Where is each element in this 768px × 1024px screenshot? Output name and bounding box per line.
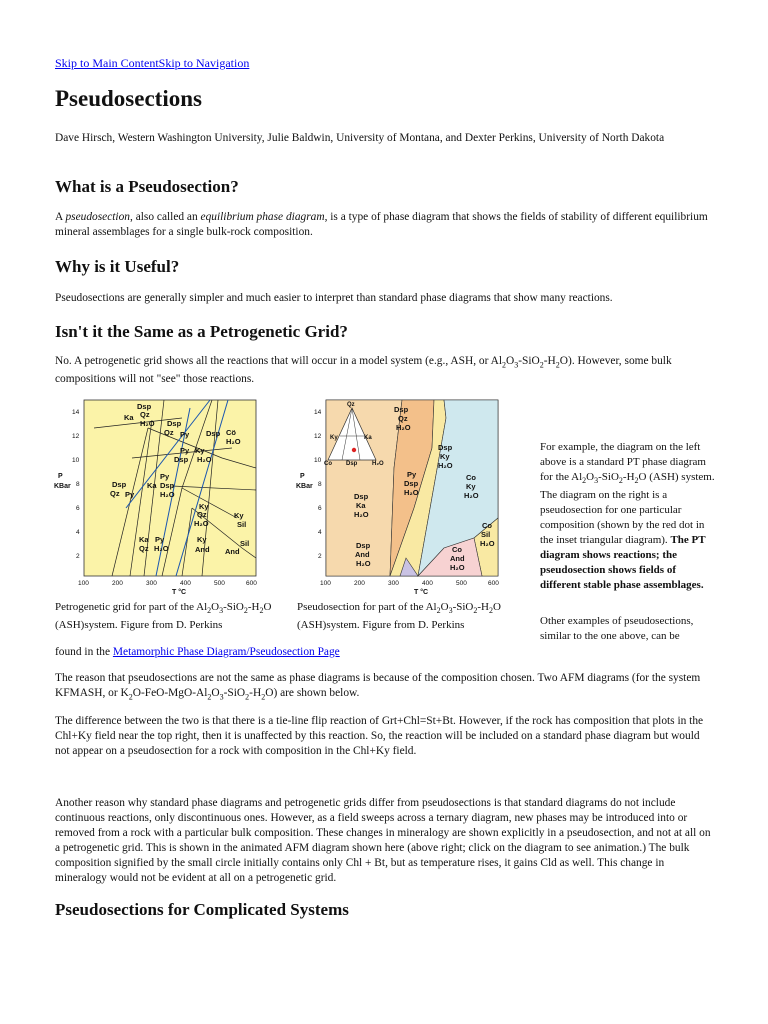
svg-text:Co: Co: [466, 473, 476, 482]
side-other-examples: Other examples of pseudosections, similar to the one above, can be: [540, 615, 694, 642]
svg-text:Dsp: Dsp: [438, 443, 453, 452]
grid-axis-kbar: KBar: [54, 483, 71, 490]
heading-petrogenetic-grid: Isn't it the Same as a Petrogenetic Grid?: [55, 322, 348, 341]
another-reason-paragraph: Another reason why standard phase diagrams and petrogenetic grids differ from pseudosections is that standard diagrams do not include continuous reactions, only discontinuous ones. However, as a field sweeps across a ternary diagram, new phases may be introduced into or removed from a rock with a particular bulk composition. These changes in mineralogy are shown explicitly in a pseudosection, and not at all on a petrogenetic grid. This is shown in the animated AFM diagram shown here (above right; click on the diagram to see animation.) The bulk composition signified by the small circle initially contains only Chl + Bt, but as temperature rises, it gains Cld as well. This change in mineralogy would not be evident at all on a petrogenetic grid.: [55, 797, 711, 884]
grid-axis-t: T °C: [172, 589, 187, 594]
pseudo-y-ticks: [314, 409, 322, 560]
found-in-line: found in the Metamorphic Phase Diagram/Pseudosection Page: [55, 646, 340, 658]
grid-x-ticks: [78, 580, 257, 587]
svg-text:Ky: Ky: [466, 482, 476, 491]
svg-text:Ky: Ky: [330, 435, 338, 441]
svg-text:500: 500: [214, 580, 225, 587]
svg-text:12: 12: [72, 433, 80, 440]
skip-to-navigation-link[interactable]: Skip to Navigation: [158, 56, 250, 70]
svg-text:Ka: Ka: [124, 413, 134, 422]
pseudo-axis-t: T °C: [414, 589, 429, 594]
skip-links: [55, 56, 249, 71]
svg-text:Ka: Ka: [147, 481, 157, 490]
svg-text:H₂O: H₂O: [438, 461, 453, 470]
svg-text:200: 200: [354, 580, 365, 587]
svg-text:H₂O: H₂O: [404, 488, 419, 497]
svg-text:Py: Py: [407, 470, 417, 479]
svg-text:2: 2: [318, 553, 322, 560]
svg-text:Py: Py: [180, 430, 190, 439]
svg-text:H₂O: H₂O: [450, 563, 465, 572]
svg-text:Qz: Qz: [197, 510, 207, 519]
svg-text:Ky: Ky: [440, 452, 450, 461]
svg-text:Qz: Qz: [139, 544, 149, 553]
svg-text:Py: Py: [125, 490, 135, 499]
difference-paragraph: The difference between the two is that there is a tie-line flip reaction of Grt+Chl=St+Bt. However, if the rock has composition that plots in the Chl+Ky field near the top right, then it is unaffected by this reaction. So, the reaction will be included on a standard phase diagram but would not appear on a pseudosection for a rock with composition in the Chl+Ky field.: [55, 715, 704, 757]
pseudosection-figure: [294, 398, 508, 594]
svg-text:600: 600: [246, 580, 257, 587]
svg-text:8: 8: [76, 481, 80, 488]
svg-text:Dsp: Dsp: [112, 480, 127, 489]
svg-text:And: And: [225, 547, 240, 556]
what-paragraph: A pseudosection, also called an equilibrium phase diagram, is a type of phase diagram that shows the fields of stability of different equilibrium mineral assemblages for a single bulk-rock composition.: [55, 211, 708, 238]
svg-text:H₂O: H₂O: [354, 510, 369, 519]
svg-text:10: 10: [314, 457, 322, 464]
svg-text:600: 600: [488, 580, 499, 587]
term-pseudosection: pseudosection: [65, 211, 130, 223]
svg-text:10: 10: [72, 457, 80, 464]
svg-text:4: 4: [76, 529, 80, 536]
svg-text:12: 12: [314, 433, 322, 440]
svg-text:Qz: Qz: [347, 402, 355, 408]
svg-text:Qz: Qz: [398, 414, 408, 423]
svg-text:200: 200: [112, 580, 123, 587]
svg-text:Qz: Qz: [110, 489, 120, 498]
svg-text:Py: Py: [180, 446, 190, 455]
svg-text:Dsp: Dsp: [356, 541, 371, 550]
svg-text:Dsp: Dsp: [160, 481, 175, 490]
svg-text:Dsp: Dsp: [174, 455, 189, 464]
svg-text:H₂O: H₂O: [226, 437, 241, 446]
heading-why: Why is it Useful?: [55, 257, 180, 276]
svg-text:H₂O: H₂O: [480, 539, 495, 548]
svg-text:H₂O: H₂O: [154, 544, 169, 553]
pseudo-axis-kbar: KBar: [296, 483, 313, 490]
svg-text:Dsp: Dsp: [394, 405, 409, 414]
svg-text:Dsp: Dsp: [346, 461, 358, 467]
svg-text:Py: Py: [155, 535, 165, 544]
svg-text:2: 2: [76, 553, 80, 560]
svg-text:Co: Co: [482, 521, 492, 530]
svg-text:Dsp: Dsp: [354, 492, 369, 501]
svg-text:And: And: [450, 554, 465, 563]
grid-axis-p: P: [58, 473, 63, 480]
svg-text:H₂O: H₂O: [356, 559, 371, 568]
svg-text:Dsp: Dsp: [137, 402, 152, 411]
svg-text:H₂O: H₂O: [140, 419, 155, 428]
petrogenetic-grid-figure: [52, 398, 266, 594]
term-equilibrium-phase-diagram: equilibrium phase diagram: [200, 211, 325, 223]
svg-text:Ky: Ky: [234, 511, 244, 520]
svg-text:Sil: Sil: [240, 539, 250, 548]
why-paragraph: Pseudosections are generally simpler and much easier to interpret than standard phase diagrams that show many reactions.: [55, 292, 613, 304]
svg-text:Co: Co: [324, 461, 332, 467]
svg-text:H₂O: H₂O: [194, 519, 209, 528]
svg-text:8: 8: [318, 481, 322, 488]
left-figure-caption: Petrogenetic grid for part of the $Al_2O_3-SiO_2-H_2O$ (ASH)system. Figure from D. Perkins: [55, 601, 272, 632]
side-explanation: For example, the diagram on the left above is a standard PT phase diagram for the $Al_2O_3-SiO_2-H_2O$ (ASH) system. The diagram on the right is a pseudosection for one particular composition (shown by the red dot in the inset triangular diagram). The PT diagram shows reactions; the pseudosection shows fields of different stable phase assemblages.: [540, 441, 715, 592]
svg-text:Dsp: Dsp: [404, 479, 419, 488]
metamorphic-phase-diagram-link[interactable]: Metamorphic Phase Diagram/Pseudosection Page: [112, 646, 340, 658]
svg-text:400: 400: [180, 580, 191, 587]
svg-text:Qz: Qz: [164, 428, 174, 437]
pseudo-x-ticks: [320, 580, 499, 587]
svg-text:100: 100: [78, 580, 89, 587]
svg-text:H₂O: H₂O: [197, 455, 212, 464]
side-bold-statement: The PT diagram shows reactions; the pseudosection shows fields of different stable phase assemblages.: [540, 534, 706, 592]
svg-text:14: 14: [314, 409, 322, 416]
svg-text:H₂O: H₂O: [160, 490, 175, 499]
svg-text:And: And: [195, 545, 210, 554]
grid-paragraph: No. A petrogenetic grid shows all the reactions that will occur in a model system (e.g., ASH, or $Al_2O_3-SiO_2-H_2O$). However, some bulk compositions will not "see" those reactions.: [55, 355, 672, 386]
page-title: Pseudosections: [55, 86, 202, 111]
svg-text:Ka: Ka: [139, 535, 149, 544]
composition-red-dot: [352, 448, 356, 452]
svg-text:Ky: Ky: [195, 446, 205, 455]
svg-text:Dsp: Dsp: [206, 429, 221, 438]
svg-text:Ky: Ky: [197, 535, 207, 544]
svg-text:Qz: Qz: [140, 410, 150, 419]
grid-y-ticks: [72, 409, 80, 560]
svg-text:Cö: Cö: [226, 428, 236, 437]
svg-text:H₂O: H₂O: [464, 491, 479, 500]
svg-text:14: 14: [72, 409, 80, 416]
svg-text:Ka: Ka: [356, 501, 366, 510]
svg-text:6: 6: [76, 505, 80, 512]
svg-text:300: 300: [146, 580, 157, 587]
svg-text:300: 300: [388, 580, 399, 587]
svg-text:And: And: [355, 550, 370, 559]
heading-what: What is a Pseudosection?: [55, 177, 239, 196]
svg-text:Sil: Sil: [481, 530, 491, 539]
svg-text:H₂O: H₂O: [396, 423, 411, 432]
svg-text:H₂O: H₂O: [372, 461, 384, 467]
svg-text:4: 4: [318, 529, 322, 536]
svg-text:Dsp: Dsp: [167, 419, 182, 428]
reason-paragraph: The reason that pseudosections are not the same as phase diagrams is because of the composition chosen. Two AFM diagrams (for the system KFMASH, or $K_2O-FeO-MgO-Al_2O_3-SiO_2-H_2O$) are shown below.: [55, 672, 701, 702]
svg-text:Ka: Ka: [364, 435, 372, 441]
svg-text:Sil: Sil: [237, 520, 247, 529]
svg-text:500: 500: [456, 580, 467, 587]
svg-text:Co: Co: [452, 545, 462, 554]
heading-complicated-systems: Pseudosections for Complicated Systems: [55, 900, 349, 919]
svg-text:100: 100: [320, 580, 331, 587]
skip-to-main-link[interactable]: Skip to Main Content: [55, 56, 159, 70]
svg-text:400: 400: [422, 580, 433, 587]
svg-text:6: 6: [318, 505, 322, 512]
authors: Dave Hirsch, Western Washington University, Julie Baldwin, University of Montana, and Dexter Perkins, University of North Dakota: [55, 132, 665, 144]
right-figure-caption: Pseudosection for part of the $Al_2O_3-SiO_2-H_2O$ (ASH)system. Figure from D. Perkins: [297, 601, 501, 632]
svg-text:Py: Py: [160, 472, 170, 481]
svg-text:Ky: Ky: [199, 502, 209, 511]
pseudo-axis-p: P: [300, 473, 305, 480]
